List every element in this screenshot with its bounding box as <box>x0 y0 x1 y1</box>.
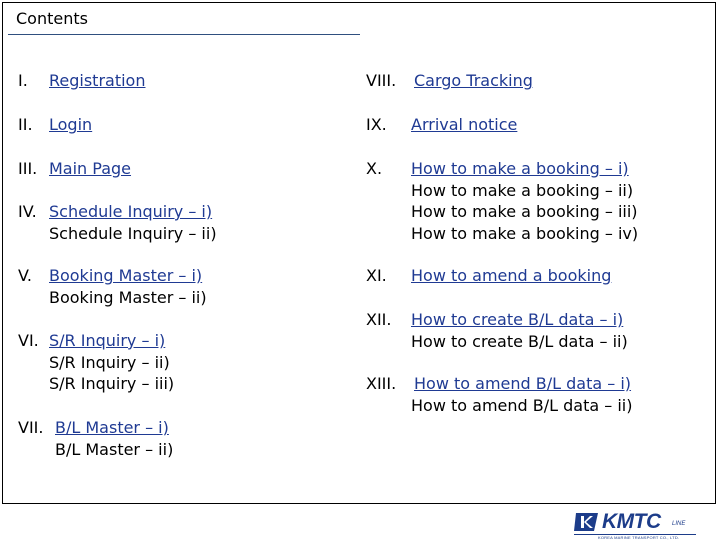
toc-subentry: How to make a booking – iv) <box>411 223 639 243</box>
toc-number: IX. <box>366 115 387 134</box>
kmtc-logo <box>574 508 698 538</box>
toc-subentry: How to make a booking – ii) <box>411 180 634 200</box>
title-underline <box>8 34 360 35</box>
toc-subentry: S/R Inquiry – iii) <box>49 374 175 393</box>
toc-link-booking-master[interactable]: Booking Master – i) <box>49 266 203 285</box>
toc-subentry: B/L Master – ii) <box>55 439 174 459</box>
toc-number: II. <box>18 115 33 134</box>
toc-number: VI. <box>18 331 39 350</box>
toc-link-schedule-inquiry[interactable]: Schedule Inquiry – i) <box>49 202 213 221</box>
toc-number: V. <box>18 266 32 285</box>
toc-link-arrival-notice[interactable]: Arrival notice <box>411 115 518 134</box>
toc-number: VIII. <box>366 71 397 90</box>
logo-subtitle: KOREA MARINE TRANSPORT CO., LTD. <box>598 535 680 540</box>
toc-number: X. <box>366 159 383 178</box>
toc-link-make-booking[interactable]: How to make a booking – i) <box>411 159 629 178</box>
toc-link-sr-inquiry[interactable]: S/R Inquiry – i) <box>49 331 166 350</box>
toc-link-login[interactable]: Login <box>49 115 93 134</box>
toc-link-create-bl-data[interactable]: How to create B/L data – i) <box>411 310 624 329</box>
toc-link-cargo-tracking[interactable]: Cargo Tracking <box>414 71 533 90</box>
toc-link-amend-bl-data[interactable]: How to amend B/L data – i) <box>414 374 632 393</box>
toc-subentry: Schedule Inquiry – ii) <box>49 223 217 243</box>
kmtc-emblem-icon <box>574 511 600 533</box>
toc-number: VII. <box>18 418 44 437</box>
logo-suffix: LINE <box>672 521 686 527</box>
toc-number: IV. <box>18 202 37 221</box>
toc-subentry: S/R Inquiry – ii) <box>49 352 170 372</box>
toc-number: XI. <box>366 266 387 285</box>
toc-number: III. <box>18 159 38 178</box>
toc-link-main-page[interactable]: Main Page <box>49 159 132 178</box>
logo-brand: KMTC <box>602 510 661 533</box>
toc-link-registration[interactable]: Registration <box>49 71 146 90</box>
toc-link-amend-booking[interactable]: How to amend a booking <box>411 266 612 285</box>
toc-subentry: Booking Master – ii) <box>49 287 207 307</box>
toc-number: XII. <box>366 310 392 329</box>
toc-subentry: How to create B/L data – ii) <box>411 331 628 351</box>
toc-number: I. <box>18 71 28 90</box>
toc-link-bl-master[interactable]: B/L Master – i) <box>55 418 169 437</box>
toc-subentry: How to make a booking – iii) <box>411 202 638 221</box>
page-title: Contents <box>16 9 88 28</box>
toc-subentry: How to amend B/L data – ii) <box>411 395 633 415</box>
toc-number: XIII. <box>366 374 397 393</box>
